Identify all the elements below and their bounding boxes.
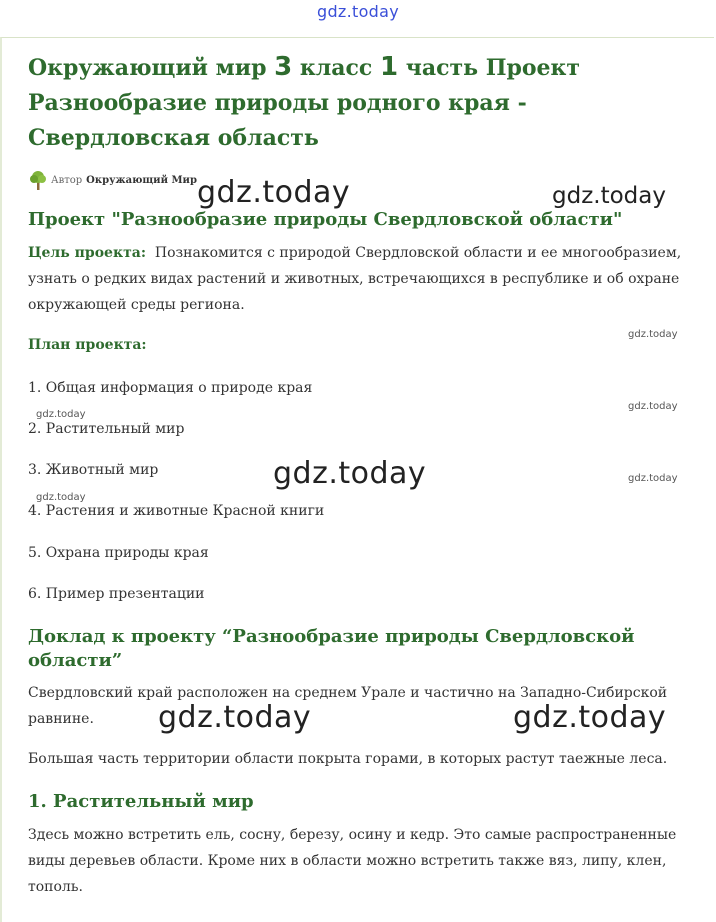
site-logo[interactable]: gdz.today — [317, 2, 399, 21]
watermark: gdz.today — [158, 700, 312, 735]
author-line — [28, 168, 197, 192]
plan-item: 5. Охрана природы края — [28, 545, 209, 561]
report-paragraph-2: Большая часть территории области покрыта горами, в которых растут таежные леса. — [28, 751, 668, 767]
plan-item: 1. Общая информация о природе края — [28, 380, 313, 396]
watermark: gdz.today — [628, 329, 678, 340]
section-paragraph: Здесь можно встретить ель, сосну, березу, осину и кедр. Это самые распространенные виды деревьев области. Кроме них в области можно встретить также вяз, липу, клен, тополь. — [28, 827, 677, 895]
goal-label: Цель проекта: — [28, 245, 146, 261]
watermark: gdz.today — [36, 492, 86, 503]
author-name[interactable]: Окружающий Мир — [86, 174, 197, 186]
watermark: gdz.today — [628, 473, 678, 484]
watermark: gdz.today — [513, 700, 667, 735]
author-prefix: Автор — [51, 174, 83, 186]
report-paragraph-1: Свердловский край расположен на среднем Урале и частично на Западно-Сибирской равнине. — [28, 685, 668, 727]
watermark: gdz.today — [628, 401, 678, 412]
goal-text: Познакомится с природой Свердловской области и ее многообразием, узнать о редких видах растений и животных, встречающихся в республике и об охране окружающей среды региона. — [28, 245, 682, 313]
report-heading: Доклад к проекту “Разнообразие природы Свердловской области” — [28, 626, 635, 671]
watermark: gdz.today — [36, 409, 86, 420]
watermark: gdz.today — [273, 456, 427, 491]
section-heading: 1. Растительный мир — [28, 791, 254, 812]
page-title: Окружающий мир 3 класс 1 часть Проект Разнообразие природы родного края - Свердловская область — [28, 52, 581, 151]
plan-label: План проекта: — [28, 337, 147, 353]
plan-item: 4. Растения и животные Красной книги — [28, 503, 325, 519]
watermark: gdz.today — [552, 183, 666, 209]
plan-item: 2. Растительный мир — [28, 421, 185, 437]
plan-item: 6. Пример презентации — [28, 586, 205, 602]
plan-item: 3. Животный мир — [28, 462, 159, 478]
goal-paragraph — [28, 240, 688, 318]
tree-icon — [28, 169, 48, 191]
project-heading: Проект "Разнообразие природы Свердловской области" — [28, 209, 623, 230]
watermark: gdz.today — [197, 175, 351, 210]
